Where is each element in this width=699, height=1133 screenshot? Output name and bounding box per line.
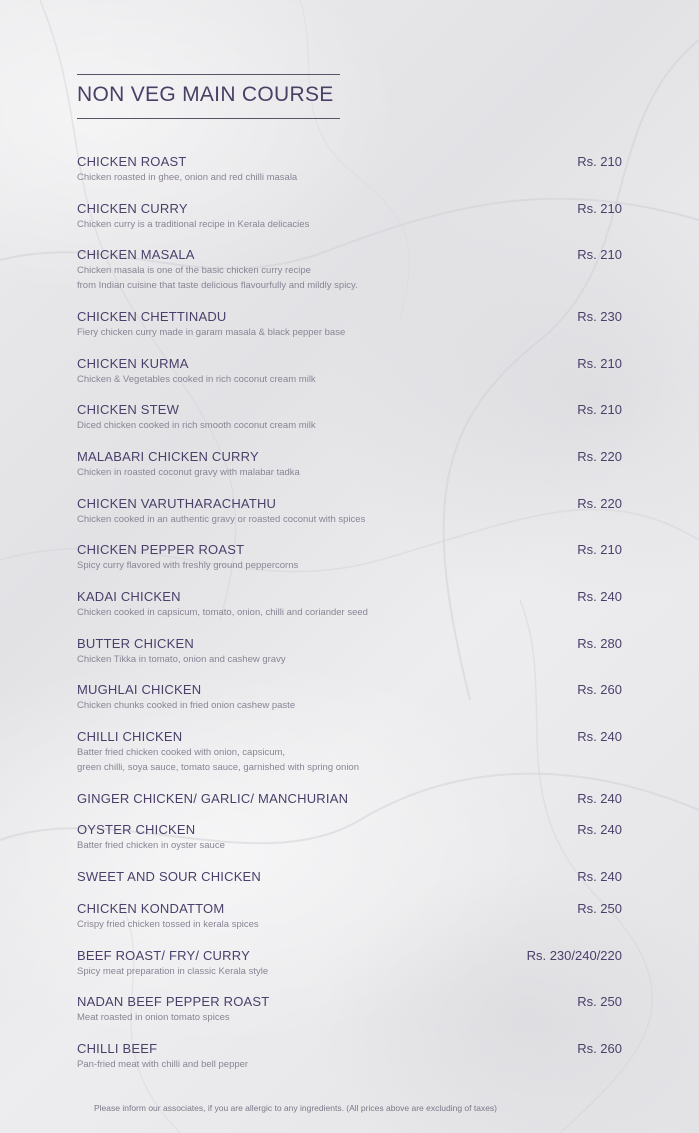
item-description: Batter fried chicken in oyster sauce xyxy=(77,840,225,851)
item-name: MALABARI CHICKEN CURRY xyxy=(77,449,259,464)
item-description: Spicy meat preparation in classic Kerala style xyxy=(77,966,269,977)
item-price: Rs. 210 xyxy=(577,402,622,417)
item-name: OYSTER CHICKEN xyxy=(77,822,196,837)
item-name: CHICKEN KONDATTOM xyxy=(77,901,225,916)
item-description: Chicken Tikka in tomato, onion and cashew gravy xyxy=(77,654,286,665)
item-name: GINGER CHICKEN/ GARLIC/ MANCHURIAN xyxy=(77,791,349,806)
section-title: NON VEG MAIN COURSE xyxy=(77,83,334,106)
item-name: CHICKEN CURRY xyxy=(77,201,188,216)
item-name: BEEF ROAST/ FRY/ CURRY xyxy=(77,948,250,963)
item-price: Rs. 280 xyxy=(577,636,622,651)
item-price: Rs. 210 xyxy=(577,154,622,169)
item-price: Rs. 240 xyxy=(577,729,622,744)
footer-note: Please inform our associates, if you are allergic to any ingredients. (All prices above are excluding of taxes) xyxy=(94,1103,498,1113)
item-name: NADAN BEEF PEPPER ROAST xyxy=(77,994,270,1009)
item-description: Diced chicken cooked in rich smooth coconut cream milk xyxy=(77,420,316,431)
item-description: Chicken cooked in capsicum, tomato, onion, chilli and coriander seed xyxy=(77,607,368,618)
section-header xyxy=(77,74,340,119)
item-name: CHICKEN STEW xyxy=(77,402,180,417)
item-price: Rs. 220 xyxy=(577,496,622,511)
item-price: Rs. 240 xyxy=(577,791,622,806)
item-price: Rs. 250 xyxy=(577,994,622,1009)
item-name: KADAI CHICKEN xyxy=(77,589,181,604)
item-price: Rs. 260 xyxy=(577,682,622,697)
item-price: Rs. 230/240/220 xyxy=(526,948,622,963)
item-description: Crispy fried chicken tossed in kerala spices xyxy=(77,919,259,930)
item-price: Rs. 230 xyxy=(577,309,622,324)
item-name: CHILLI BEEF xyxy=(77,1041,158,1056)
item-name: SWEET AND SOUR CHICKEN xyxy=(77,869,262,884)
item-name: CHICKEN VARUTHARACHATHU xyxy=(77,496,277,511)
item-description: Chicken in roasted coconut gravy with malabar tadka xyxy=(77,467,300,478)
item-description: Meat roasted in onion tomato spices xyxy=(77,1012,230,1023)
item-price: Rs. 210 xyxy=(577,247,622,262)
item-price: Rs. 210 xyxy=(577,356,622,371)
item-description: Chicken roasted in ghee, onion and red chilli masala xyxy=(77,172,298,183)
item-name: CHICKEN CHETTINADU xyxy=(77,309,227,324)
item-price: Rs. 240 xyxy=(577,869,622,884)
item-name: CHICKEN KURMA xyxy=(77,356,189,371)
item-description: Chicken curry is a traditional recipe in Kerala delicacies xyxy=(77,219,310,230)
item-name: CHICKEN MASALA xyxy=(77,247,195,262)
item-price: Rs. 210 xyxy=(577,542,622,557)
item-description: Chicken cooked in an authentic gravy or roasted coconut with spices xyxy=(77,514,366,525)
item-description: Chicken chunks cooked in fried onion cashew paste xyxy=(77,700,296,711)
item-description: Chicken masala is one of the basic chicken curry recipe from Indian cuisine that taste delicious flavourfully and mildly spicy. xyxy=(77,265,358,291)
item-name: BUTTER CHICKEN xyxy=(77,636,194,651)
item-price: Rs. 250 xyxy=(577,901,622,916)
item-price: Rs. 240 xyxy=(577,822,622,837)
item-name: CHICKEN PEPPER ROAST xyxy=(77,542,245,557)
item-name: CHILLI CHICKEN xyxy=(77,729,183,744)
item-description: Pan-fried meat with chilli and bell pepper xyxy=(77,1059,249,1070)
item-price: Rs. 240 xyxy=(577,589,622,604)
item-description: Chicken & Vegetables cooked in rich coconut cream milk xyxy=(77,374,316,385)
item-name: CHICKEN ROAST xyxy=(77,154,187,169)
item-price: Rs. 260 xyxy=(577,1041,622,1056)
item-description: Fiery chicken curry made in garam masala & black pepper base xyxy=(77,327,346,338)
item-name: MUGHLAI CHICKEN xyxy=(77,682,202,697)
item-description: Batter fried chicken cooked with onion, capsicum, green chilli, soya sauce, tomato sauce, garnished with spring onion xyxy=(77,747,359,773)
item-price: Rs. 220 xyxy=(577,449,622,464)
item-price: Rs. 210 xyxy=(577,201,622,216)
item-description: Spicy curry flavored with freshly ground peppercorns xyxy=(77,560,299,571)
